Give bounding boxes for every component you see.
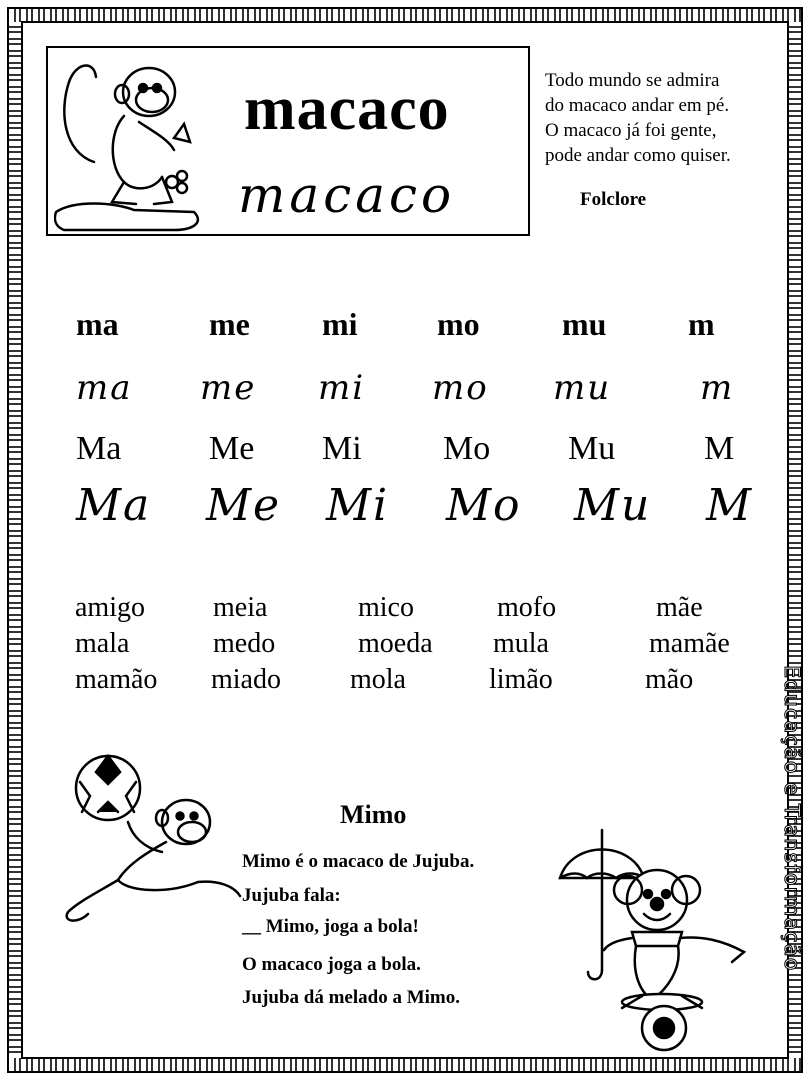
title-word-cursive: macaco	[238, 166, 456, 224]
syllable: mu	[553, 368, 612, 408]
syllable: mo	[432, 368, 489, 408]
syllable: m	[700, 368, 735, 408]
word: meia	[213, 592, 268, 623]
word: amigo	[75, 592, 145, 623]
syllable: Mu	[574, 480, 652, 531]
syllable: Mu	[568, 430, 616, 467]
syllable: mu	[562, 306, 607, 342]
word: medo	[213, 628, 276, 659]
syllable: mi	[322, 306, 358, 342]
syllable: Mi	[322, 430, 362, 467]
poem-credit: Folclore	[580, 189, 647, 210]
syllables-lower-print	[0, 306, 810, 356]
syllable: Ma	[76, 480, 152, 531]
syllable: ma	[76, 368, 133, 408]
syllable: Ma	[76, 430, 122, 467]
word: mula	[493, 628, 549, 659]
word: mão	[645, 664, 694, 695]
story-line: O macaco joga a bola.	[242, 954, 421, 975]
monkey-with-banana-illustration	[54, 52, 204, 232]
word: mofo	[497, 592, 557, 623]
poem-line: do macaco andar em pé.	[545, 95, 730, 116]
syllable: me	[209, 306, 250, 342]
poem	[545, 68, 731, 168]
story-title: Mimo	[340, 800, 407, 829]
story-line: Mimo é o macaco de Jujuba.	[242, 851, 475, 872]
word: mola	[350, 664, 406, 695]
word: mico	[358, 592, 414, 623]
word: mãe	[656, 592, 703, 623]
word: moeda	[358, 628, 433, 659]
story-line: __ Mimo, joga a bola!	[242, 916, 419, 937]
monkey-with-ball-illustration	[58, 752, 248, 927]
word: mala	[75, 628, 130, 659]
syllable: M	[704, 430, 735, 467]
story-line: Jujuba dá melado a Mimo.	[242, 987, 460, 1008]
story-line: Jujuba fala:	[242, 885, 341, 906]
syllable: Mo	[446, 480, 522, 531]
syllable: m	[688, 306, 715, 342]
syllable: mo	[437, 306, 480, 342]
poem-line: Todo mundo se admira	[545, 70, 720, 91]
syllables-upper-cursive	[0, 480, 810, 540]
syllable: mi	[318, 368, 366, 408]
syllable: Mi	[326, 480, 390, 531]
clown-on-unicycle-illustration	[552, 820, 762, 1055]
title-word-print: macaco	[244, 75, 450, 143]
word: miado	[211, 664, 281, 695]
poem-line: pode andar como quiser.	[545, 145, 731, 166]
syllable: M	[706, 480, 754, 531]
word: limão	[489, 664, 553, 695]
syllable: me	[200, 368, 257, 408]
syllable: ma	[76, 306, 119, 342]
syllables-lower-cursive	[0, 368, 810, 418]
word: mamão	[75, 664, 158, 695]
syllable: Me	[206, 480, 282, 531]
title-box	[46, 46, 530, 236]
publisher-side-label: Educação e Transformação	[780, 665, 804, 972]
syllable: Me	[209, 430, 255, 467]
poem-line: O macaco já foi gente,	[545, 120, 717, 141]
word: mamãe	[649, 628, 730, 659]
syllable: Mo	[443, 430, 491, 467]
syllables-upper-print	[0, 430, 810, 480]
